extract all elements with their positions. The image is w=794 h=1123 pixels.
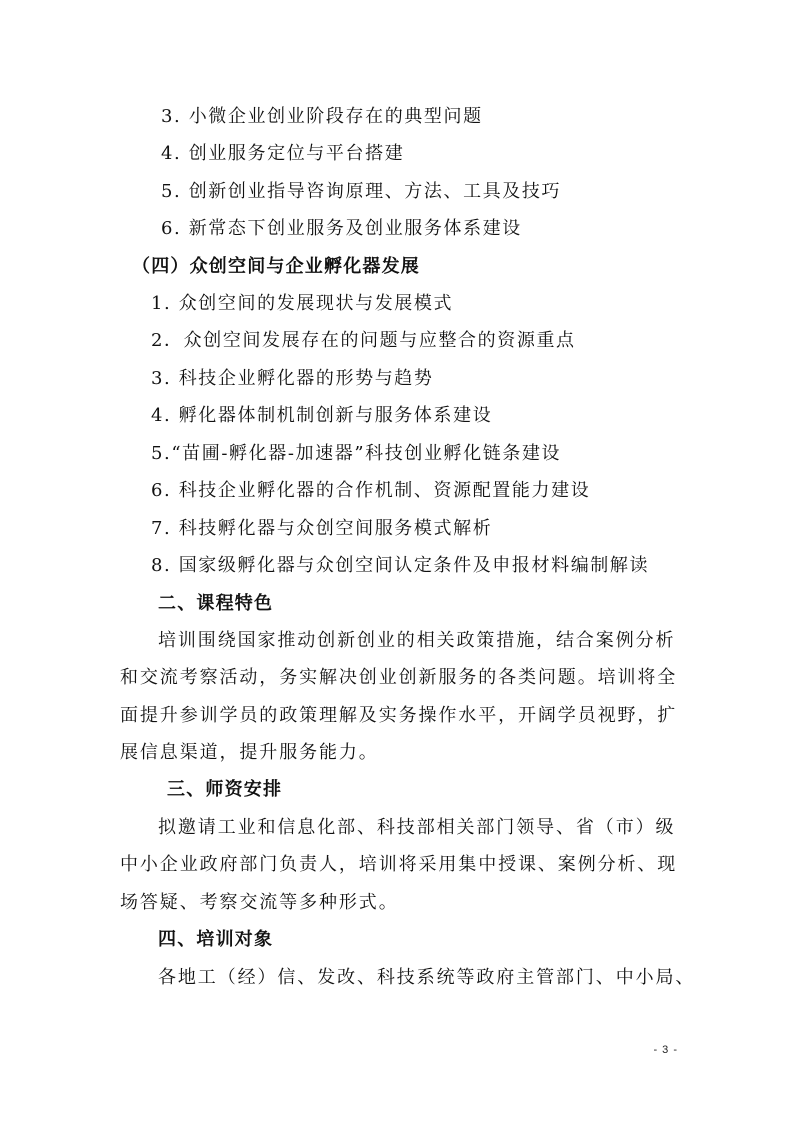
list-item: 8. 国家级孵化器与众创空间认定条件及申报材料编制解读 bbox=[151, 555, 650, 576]
section-heading: （四）众创空间与企业孵化器发展 bbox=[132, 256, 420, 277]
section-heading: 四、培训对象 bbox=[158, 929, 274, 950]
list-item: 1. 众创空间的发展现状与发展模式 bbox=[151, 293, 454, 314]
list-item: 3. 小微企业创业阶段存在的典型问题 bbox=[161, 106, 483, 127]
paragraph-line: 拟邀请工业和信息化部、科技部相关部门领导、省（市）级 bbox=[158, 817, 676, 838]
section-heading: 三、师资安排 bbox=[167, 779, 283, 800]
paragraph-line: 培训围绕国家推动创新创业的相关政策措施，结合案例分析 bbox=[158, 630, 676, 651]
list-item: 2．众创空间发展存在的问题与应整合的资源重点 bbox=[151, 330, 576, 351]
list-item: 4. 孵化器体制机制创新与服务体系建设 bbox=[151, 405, 493, 426]
paragraph-line: 中小企业政府部门负责人，培训将采用集中授课、案例分析、现 bbox=[120, 854, 678, 875]
list-item: 3. 科技企业孵化器的形势与趋势 bbox=[151, 368, 434, 389]
paragraph-line: 和交流考察活动，务实解决创业创新服务的各类问题。培训将全 bbox=[120, 667, 678, 688]
list-item: 6. 新常态下创业服务及创业服务体系建设 bbox=[161, 218, 522, 239]
list-item: 5.“苗圃-孵化器-加速器”科技创业孵化链条建设 bbox=[151, 443, 562, 464]
section-heading: 二、课程特色 bbox=[158, 593, 274, 614]
list-item: 5. 创新创业指导咨询原理、方法、工具及技巧 bbox=[161, 181, 562, 202]
list-item: 6. 科技企业孵化器的合作机制、资源配置能力建设 bbox=[151, 480, 591, 501]
paragraph-line: 各地工（经）信、发改、科技系统等政府主管部门、中小局、 bbox=[158, 967, 696, 988]
paragraph-line: 场答疑、考察交流等多种形式。 bbox=[120, 892, 399, 913]
paragraph-line: 面提升参训学员的政策理解及实务操作水平，开阔学员视野，扩 bbox=[120, 705, 678, 726]
paragraph-line: 展信息渠道，提升服务能力。 bbox=[120, 742, 379, 763]
page-number: - 3 - bbox=[653, 1044, 678, 1056]
list-item: 7. 科技孵化器与众创空间服务模式解析 bbox=[151, 518, 493, 539]
list-item: 4. 创业服务定位与平台搭建 bbox=[161, 143, 405, 164]
